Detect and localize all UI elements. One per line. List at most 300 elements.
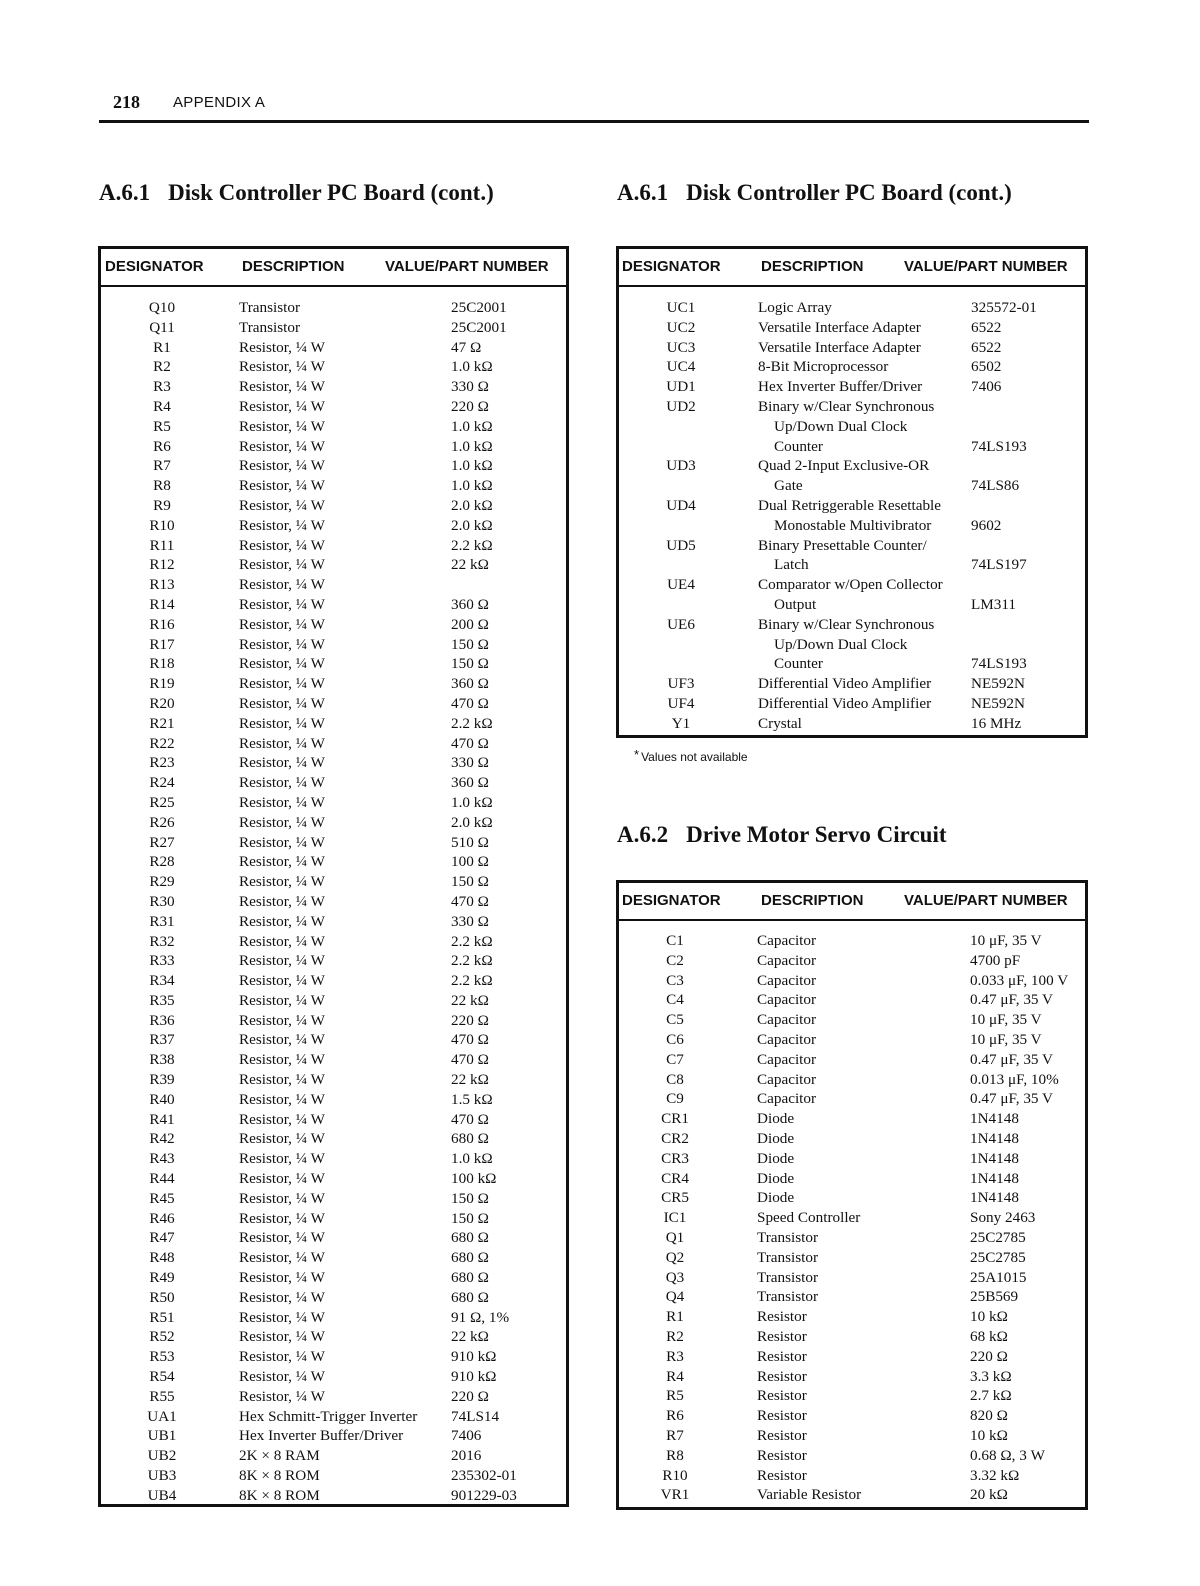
table-row [101, 674, 566, 694]
designator-cell: Q2 [665, 1248, 685, 1266]
table-row [619, 1149, 1085, 1169]
table-row [101, 437, 566, 457]
value-cell: 16 MHz [971, 714, 1022, 732]
value-cell: 10 kΩ [970, 1426, 1008, 1444]
description-cell: Comparator w/Open Collector [758, 576, 943, 594]
table-body [619, 931, 1085, 1505]
description-cell: Hex Inverter Buffer/Driver [239, 1427, 404, 1445]
description-cell: Resistor, ¼ W [239, 952, 326, 970]
table-row [101, 971, 566, 991]
table-row [101, 496, 566, 516]
description-cell: Capacitor [757, 991, 817, 1009]
designator-cell: R25 [149, 793, 175, 811]
table-row [619, 397, 1085, 417]
table-row [101, 595, 566, 615]
value-cell: 10 μF, 35 V [970, 1011, 1042, 1029]
table-row [619, 1129, 1085, 1149]
description-cell: Capacitor [757, 1070, 817, 1088]
description-cell: Diode [757, 1189, 795, 1207]
description-cell: Capacitor [757, 932, 817, 949]
table-row [101, 714, 566, 734]
table-row [619, 338, 1085, 358]
description-cell: Quad 2-Input Exclusive-OR [758, 457, 930, 475]
value-cell: 25C2001 [451, 299, 507, 316]
table-row [101, 912, 566, 932]
description-cell: Gate [774, 477, 803, 495]
table-row [619, 595, 1085, 615]
value-cell: 820 Ω [970, 1407, 1008, 1425]
description-cell: Resistor, ¼ W [239, 1071, 326, 1089]
designator-cell: UB4 [147, 1486, 177, 1504]
table-row [619, 1248, 1085, 1268]
parts-table-left [98, 246, 569, 1507]
description-cell: Resistor, ¼ W [239, 378, 326, 396]
designator-cell: UB1 [147, 1427, 177, 1445]
designator-cell: UD3 [666, 457, 696, 475]
description-cell: Transistor [757, 1248, 819, 1266]
running-head [99, 92, 1089, 123]
servo-parts-table [616, 880, 1088, 1510]
designator-cell: R48 [149, 1249, 175, 1267]
table-row [101, 932, 566, 952]
designator-cell: R51 [149, 1308, 175, 1326]
designator-cell: R42 [149, 1130, 175, 1148]
table-row [101, 1110, 566, 1130]
description-cell: Resistor [757, 1446, 807, 1464]
value-cell: 0.47 μF, 35 V [970, 1090, 1054, 1108]
designator-header: DESIGNATOR [622, 258, 721, 275]
designator-cell: R54 [149, 1368, 175, 1386]
value-cell: 2.2 kΩ [451, 536, 493, 554]
description-cell: Resistor, ¼ W [239, 1308, 326, 1326]
designator-cell: C5 [666, 1011, 684, 1029]
designator-cell: UD4 [666, 496, 696, 514]
value-cell: 0.033 μF, 100 V [970, 971, 1069, 989]
designator-cell: R34 [149, 972, 175, 990]
designator-cell: R10 [662, 1466, 688, 1484]
designator-cell: R1 [666, 1308, 684, 1326]
table-row [619, 1010, 1085, 1030]
value-cell: 6522 [971, 338, 1002, 356]
description-cell: Resistor, ¼ W [239, 1011, 326, 1029]
description-cell: Resistor, ¼ W [239, 417, 326, 435]
table-row [619, 357, 1085, 377]
description-cell: Resistor, ¼ W [239, 912, 326, 930]
value-cell: 220 Ω [970, 1347, 1008, 1365]
value-cell: 68 kΩ [970, 1327, 1008, 1345]
description-cell: Dual Retriggerable Resettable [758, 496, 942, 514]
description-cell: Resistor, ¼ W [239, 496, 326, 514]
designator-cell: CR4 [661, 1169, 689, 1187]
description-cell: Monostable Multivibrator [774, 516, 932, 534]
value-cell: 330 Ω [451, 912, 489, 930]
value-cell: 220 Ω [451, 1011, 489, 1029]
value-cell: 10 kΩ [970, 1308, 1008, 1326]
value-cell: 2.7 kΩ [970, 1387, 1012, 1405]
value-cell: 10 μF, 35 V [970, 1030, 1042, 1048]
section-name: Disk Controller PC Board (cont.) [168, 180, 494, 205]
designator-cell: UB2 [147, 1447, 177, 1465]
value-cell: 1N4148 [970, 1189, 1019, 1207]
designator-cell: R31 [149, 912, 175, 930]
value-cell: 0.68 Ω, 3 W [970, 1446, 1045, 1464]
description-cell: Resistor, ¼ W [239, 675, 326, 693]
description-cell: 2K × 8 RAM [239, 1447, 320, 1465]
designator-cell: R8 [666, 1446, 684, 1464]
value-cell: 22 kΩ [451, 991, 489, 1009]
designator-cell: R20 [149, 694, 175, 712]
description-cell: Resistor, ¼ W [239, 655, 326, 673]
designator-cell: C9 [666, 1090, 684, 1108]
footnote [634, 747, 748, 764]
value-cell: 7406 [971, 378, 1002, 396]
description-cell: Versatile Interface Adapter [758, 338, 921, 356]
table-row [101, 318, 566, 338]
value-cell: 2.2 kΩ [451, 932, 493, 950]
designator-cell: R13 [149, 576, 175, 594]
description-cell: Resistor, ¼ W [239, 1269, 326, 1287]
description-cell: Transistor [757, 1288, 819, 1306]
footnote-marker: * [634, 747, 640, 762]
designator-cell: Q3 [665, 1268, 685, 1286]
table-row [619, 1327, 1085, 1347]
description-cell: Resistor [757, 1387, 807, 1405]
designator-cell: R38 [149, 1051, 175, 1069]
table-row [101, 456, 566, 476]
designator-cell: CR3 [661, 1149, 689, 1167]
table-row [619, 615, 1085, 635]
value-cell: 100 Ω [451, 853, 489, 871]
value-cell: 220 Ω [451, 397, 489, 415]
description-cell: Capacitor [757, 1050, 817, 1068]
value-cell: 910 kΩ [451, 1348, 497, 1366]
designator-cell: Q1 [665, 1228, 685, 1246]
table-row [101, 734, 566, 754]
table-body [101, 298, 566, 1506]
table-row [101, 357, 566, 377]
value-cell: 470 Ω [451, 1110, 489, 1128]
designator-cell: R22 [149, 734, 175, 752]
table-row [101, 635, 566, 655]
table-row [101, 753, 566, 773]
table-row [101, 773, 566, 793]
description-cell: Transistor [757, 1268, 819, 1286]
table-row [101, 1288, 566, 1308]
description-cell: Diode [757, 1169, 795, 1187]
table-row [101, 1466, 566, 1486]
description-cell: Resistor, ¼ W [239, 457, 326, 475]
value-cell: 150 Ω [451, 655, 489, 673]
description-cell: Resistor, ¼ W [239, 1288, 326, 1306]
designator-cell: C7 [666, 1050, 684, 1068]
designator-cell: C2 [666, 951, 684, 969]
description-cell: Resistor, ¼ W [239, 1110, 326, 1128]
table-row [619, 476, 1085, 496]
description-cell: Transistor [239, 299, 301, 316]
table-row [101, 813, 566, 833]
table-row [101, 1347, 566, 1367]
description-cell: Hex Schmitt-Trigger Inverter [239, 1407, 418, 1425]
table-row [619, 1070, 1085, 1090]
value-cell: 330 Ω [451, 378, 489, 396]
designator-cell: CR1 [661, 1110, 689, 1128]
description-cell: Capacitor [757, 971, 817, 989]
designator-cell: VR1 [660, 1486, 690, 1504]
table-row [101, 1426, 566, 1446]
table-header [101, 249, 566, 287]
page-number: 218 [113, 92, 140, 112]
designator-cell: R3 [666, 1347, 684, 1365]
value-cell: LM311 [971, 595, 1016, 613]
description-cell: Diode [757, 1149, 795, 1167]
designator-cell: Q11 [149, 318, 175, 336]
designator-cell: R43 [149, 1150, 175, 1168]
table-row [101, 1308, 566, 1328]
value-cell: 1.0 kΩ [451, 457, 493, 475]
value-cell: 470 Ω [451, 1031, 489, 1049]
value-cell: 325572-01 [971, 299, 1037, 316]
table-row [101, 1129, 566, 1149]
description-cell: Latch [774, 556, 809, 574]
table-row [101, 872, 566, 892]
designator-cell: C1 [666, 932, 684, 949]
designator-cell: UD5 [666, 536, 696, 554]
designator-cell: R4 [153, 397, 171, 415]
designator-cell: R14 [149, 595, 175, 613]
table-row [619, 1228, 1085, 1248]
description-cell: Variable Resistor [757, 1486, 862, 1504]
description-cell: Resistor, ¼ W [239, 615, 326, 633]
table-header [619, 883, 1085, 921]
description-cell: Resistor [757, 1308, 807, 1326]
description-cell: Resistor, ¼ W [239, 1368, 326, 1386]
designator-cell: R2 [153, 358, 171, 376]
table-row [101, 991, 566, 1011]
value-cell: 150 Ω [451, 873, 489, 891]
value-cell: 9602 [971, 516, 1002, 534]
section-name: Drive Motor Servo Circuit [686, 822, 947, 847]
table-row [619, 1050, 1085, 1070]
right-section-title [617, 180, 1012, 206]
designator-cell: R50 [149, 1288, 175, 1306]
description-cell: Resistor, ¼ W [239, 437, 326, 455]
value-cell: 360 Ω [451, 774, 489, 792]
description-cell: Binary w/Clear Synchronous [758, 615, 935, 633]
value-cell: 91 Ω, 1% [451, 1308, 510, 1326]
description-cell: Capacitor [757, 951, 817, 969]
value-cell: NE592N [971, 675, 1025, 693]
description-cell: Resistor, ¼ W [239, 991, 326, 1009]
description-cell: Resistor, ¼ W [239, 1031, 326, 1049]
section-number: A.6.1 [99, 180, 151, 205]
designator-cell: R40 [149, 1090, 175, 1108]
table-row [619, 1169, 1085, 1189]
value-cell: 100 kΩ [451, 1170, 497, 1188]
description-cell: Resistor, ¼ W [239, 1051, 326, 1069]
table-row [619, 1406, 1085, 1426]
value-cell: 20 kΩ [970, 1486, 1008, 1504]
section-number: A.6.1 [617, 180, 669, 205]
description-cell: Resistor, ¼ W [239, 813, 326, 831]
value-cell: 1.0 kΩ [451, 437, 493, 455]
table-row [101, 892, 566, 912]
value-cell: 22 kΩ [451, 1328, 489, 1346]
designator-cell: R19 [149, 675, 175, 693]
value-cell: 470 Ω [451, 1051, 489, 1069]
designator-cell: R23 [149, 754, 175, 772]
description-cell: Up/Down Dual Clock [774, 635, 908, 653]
description-cell: Resistor, ¼ W [239, 338, 326, 356]
table-row [619, 1287, 1085, 1307]
value-cell: 910 kΩ [451, 1368, 497, 1386]
table-row [619, 1188, 1085, 1208]
description-cell: Versatile Interface Adapter [758, 318, 921, 336]
footnote-text: Values not available [641, 750, 748, 764]
table-row [101, 1446, 566, 1466]
section-name: Disk Controller PC Board (cont.) [686, 180, 1012, 205]
value-cell: 25A1015 [970, 1268, 1027, 1286]
designator-cell: R32 [149, 932, 175, 950]
designator-header: DESIGNATOR [622, 892, 721, 909]
designator-cell: C6 [666, 1030, 684, 1048]
table-row [101, 1228, 566, 1248]
designator-cell: R4 [666, 1367, 684, 1385]
value-cell: 2.2 kΩ [451, 972, 493, 990]
description-cell: Resistor [757, 1407, 807, 1425]
description-cell: Resistor, ¼ W [239, 833, 326, 851]
table-row [619, 951, 1085, 971]
table-row [101, 1011, 566, 1031]
table-row [101, 1030, 566, 1050]
table-row [619, 1466, 1085, 1486]
value-cell: 7406 [451, 1427, 482, 1445]
designator-cell: R35 [149, 991, 175, 1009]
designator-cell: R6 [153, 437, 171, 455]
designator-cell: UE4 [667, 576, 695, 594]
table-row [619, 318, 1085, 338]
table-row [619, 1268, 1085, 1288]
value-cell: 360 Ω [451, 595, 489, 613]
table-row [619, 1485, 1085, 1505]
description-cell: Resistor, ¼ W [239, 734, 326, 752]
table-row [101, 1050, 566, 1070]
value-cell: 150 Ω [451, 635, 489, 653]
value-cell: 10 μF, 35 V [970, 932, 1042, 949]
designator-cell: R7 [153, 457, 171, 475]
description-cell: Capacitor [757, 1030, 817, 1048]
value-cell: 74LS86 [971, 477, 1020, 495]
value-cell: 1.0 kΩ [451, 358, 493, 376]
designator-cell: R47 [149, 1229, 175, 1247]
table-row [101, 1486, 566, 1506]
description-cell: Resistor, ¼ W [239, 1170, 326, 1188]
description-cell: Binary w/Clear Synchronous [758, 397, 935, 415]
designator-cell: Q4 [665, 1288, 685, 1306]
description-cell: Counter [774, 655, 823, 673]
value-cell: 1N4148 [970, 1110, 1019, 1128]
table-row [619, 437, 1085, 457]
description-cell: Capacitor [757, 1090, 817, 1108]
value-cell: NE592N [971, 694, 1025, 712]
designator-cell: R28 [149, 853, 175, 871]
designator-cell: R45 [149, 1189, 175, 1207]
table-row [619, 575, 1085, 595]
table-row [619, 931, 1085, 951]
description-cell: Resistor, ¼ W [239, 1130, 326, 1148]
table-row [619, 990, 1085, 1010]
description-cell: Differential Video Amplifier [758, 675, 932, 693]
value-cell: 680 Ω [451, 1288, 489, 1306]
value-cell: 330 Ω [451, 754, 489, 772]
table-row [619, 654, 1085, 674]
description-cell: 8-Bit Microprocessor [758, 358, 889, 376]
value-cell: 22 kΩ [451, 1071, 489, 1089]
designator-cell: UA1 [147, 1407, 177, 1425]
description-cell: Resistor, ¼ W [239, 774, 326, 792]
value-cell: 25C2785 [970, 1228, 1026, 1246]
description-cell: 8K × 8 ROM [239, 1467, 320, 1485]
table-row [101, 1169, 566, 1189]
designator-cell: Q10 [148, 299, 176, 316]
table-row [101, 298, 566, 318]
table-row [101, 852, 566, 872]
description-cell: Resistor [757, 1367, 807, 1385]
value-cell: 74LS193 [971, 437, 1027, 455]
designator-cell: R30 [149, 892, 175, 910]
table-row [619, 516, 1085, 536]
designator-cell: CR5 [661, 1189, 689, 1207]
value-cell: 0.013 μF, 10% [970, 1070, 1059, 1088]
description-cell: Resistor, ¼ W [239, 556, 326, 574]
table-row [101, 1189, 566, 1209]
value-cell: 1N4148 [970, 1129, 1019, 1147]
value-cell: 1.5 kΩ [451, 1090, 493, 1108]
value-cell: 25B569 [970, 1288, 1019, 1306]
left-section-title [99, 180, 494, 206]
table-header [619, 249, 1085, 287]
table-row [101, 377, 566, 397]
description-cell: Output [774, 595, 817, 613]
description-cell: Resistor, ¼ W [239, 635, 326, 653]
table-row [101, 694, 566, 714]
description-cell: Up/Down Dual Clock [774, 417, 908, 435]
designator-cell: Y1 [671, 714, 691, 732]
description-cell: Hex Inverter Buffer/Driver [758, 378, 923, 396]
table-row [619, 714, 1085, 734]
table-row [101, 417, 566, 437]
table-row [619, 536, 1085, 556]
designator-cell: R11 [149, 536, 175, 554]
description-cell: Capacitor [757, 1011, 817, 1029]
designator-cell: UF4 [667, 694, 695, 712]
table-row [619, 1030, 1085, 1050]
table-row [619, 298, 1085, 318]
designator-cell: R26 [149, 813, 175, 831]
description-cell: Resistor, ¼ W [239, 932, 326, 950]
table-row [619, 496, 1085, 516]
designator-cell: R41 [149, 1110, 175, 1128]
value-cell: 680 Ω [451, 1269, 489, 1287]
value-cell: 901229-03 [451, 1486, 517, 1504]
table-row [101, 575, 566, 595]
description-cell: Resistor, ¼ W [239, 477, 326, 495]
description-cell: Resistor [757, 1426, 807, 1444]
description-cell: Binary Presettable Counter/ [758, 536, 927, 554]
value-cell: 6502 [971, 358, 1002, 376]
description-cell: Resistor, ¼ W [239, 536, 326, 554]
table-row [101, 1407, 566, 1427]
description-cell: Logic Array [758, 299, 832, 316]
